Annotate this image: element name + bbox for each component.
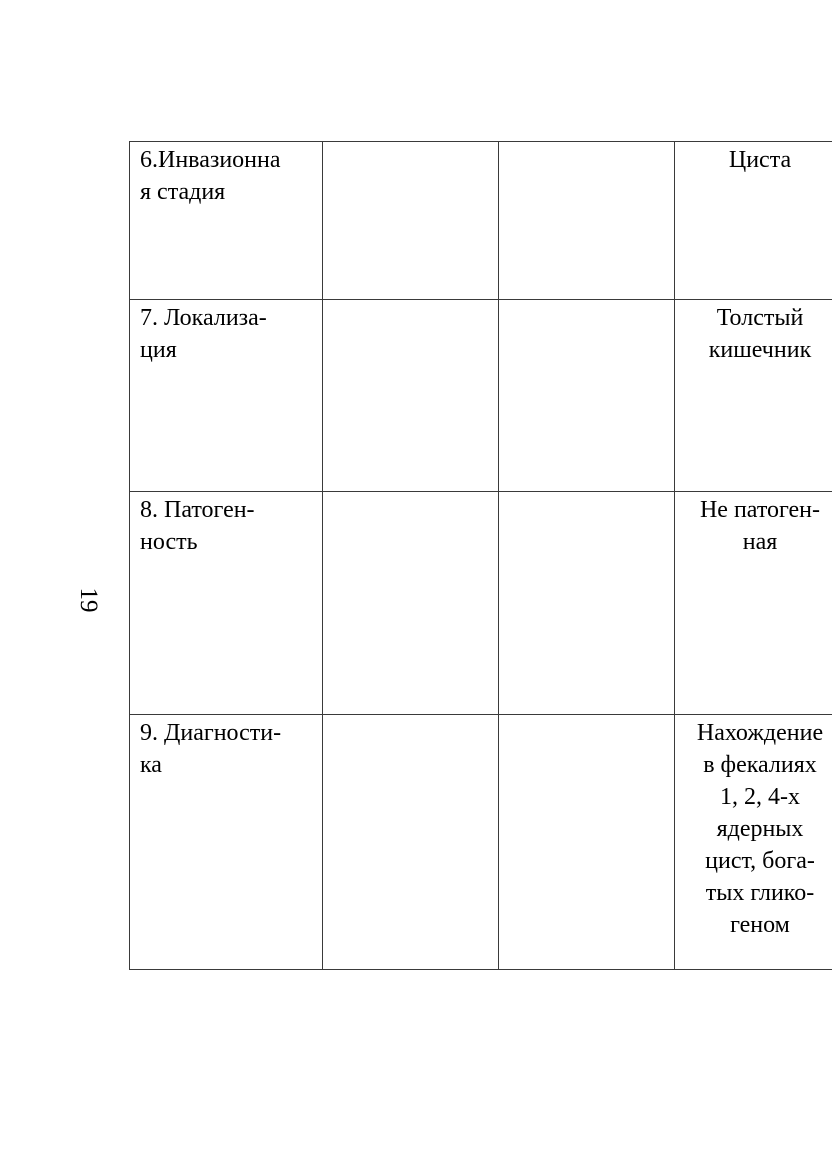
row-label-line: ка — [140, 752, 162, 778]
table-row-diagnostics — [130, 715, 832, 970]
row-label-cell — [130, 300, 323, 492]
empty-cell — [323, 715, 499, 970]
row-value-cell — [675, 142, 832, 300]
empty-cell — [323, 142, 499, 300]
row-value-cell — [675, 715, 832, 970]
row-label-line: ность — [140, 529, 198, 555]
row-value-line: Толстый — [716, 305, 804, 331]
row-value-line: ная — [742, 529, 778, 555]
row-value-line: ядерных — [716, 816, 804, 842]
row-value-line: Не патоген- — [699, 497, 821, 523]
row-label-cell — [130, 142, 323, 300]
table-row-invasive-stage — [130, 142, 832, 300]
table-row-localization — [130, 300, 832, 492]
row-label-cell — [130, 492, 323, 715]
row-label-line: 6.Инвазионна — [140, 147, 281, 173]
row-value-cell — [675, 492, 832, 715]
page-number: 19 — [75, 587, 102, 613]
row-value-line: тых глико- — [705, 880, 815, 906]
row-value-cell — [675, 300, 832, 492]
empty-cell — [499, 715, 675, 970]
empty-cell — [323, 492, 499, 715]
row-label-line: я стадия — [140, 179, 226, 205]
row-value-line: геном — [730, 912, 790, 938]
row-value-line: цист, бога- — [705, 848, 815, 874]
empty-cell — [499, 142, 675, 300]
parasite-characteristics-table — [129, 141, 832, 970]
empty-cell — [499, 492, 675, 715]
row-value-line: Циста — [728, 147, 792, 173]
row-label-line: ция — [140, 337, 177, 363]
row-value-line: 1, 2, 4-х — [720, 784, 800, 810]
row-value-line: Нахождение — [696, 720, 824, 746]
row-label-line: 8. Патоген- — [140, 497, 255, 523]
row-value-line: в фекалиях — [703, 752, 817, 778]
row-label-line: 9. Диагности- — [140, 720, 282, 746]
empty-cell — [323, 300, 499, 492]
table-row-pathogenicity — [130, 492, 832, 715]
row-label-line: 7. Локализа- — [140, 305, 267, 331]
empty-cell — [499, 300, 675, 492]
row-label-cell — [130, 715, 323, 970]
row-value-line: кишечник — [708, 337, 812, 363]
